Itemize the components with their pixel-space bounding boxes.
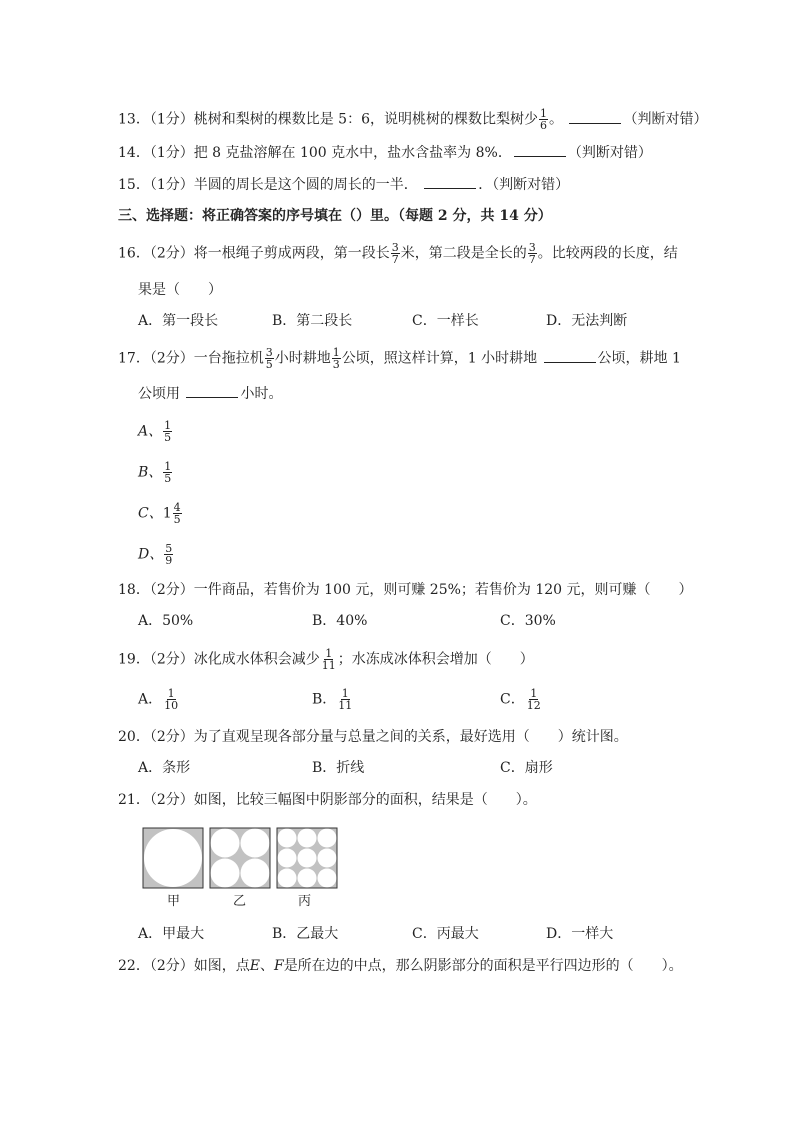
q14-number: 14．（1分） xyxy=(118,145,194,161)
q19-option-c[interactable]: C． $\frac{1}{12}$ xyxy=(500,687,541,712)
q18-number: 18．（2分） xyxy=(118,582,194,598)
question-15 xyxy=(118,175,569,195)
q21-option-a[interactable]: A．甲最大 xyxy=(138,926,205,942)
q21-figure xyxy=(142,827,340,891)
q16-option-c[interactable]: C．一样长 xyxy=(412,313,479,329)
q20-option-c[interactable]: C．扇形 xyxy=(500,760,553,776)
question-20 xyxy=(118,727,628,747)
q20-text: 为了直观呈现各部分量与总量之间的关系，最好选用（ ）统计图。 xyxy=(193,729,628,745)
q17-number: 17．（2分） xyxy=(118,350,194,367)
q16-fraction-1: $\frac{3}{7}$ xyxy=(391,241,399,266)
question-21 xyxy=(118,790,537,810)
q15-text: 半圆的周长是这个圆的周长的一半． xyxy=(193,177,418,193)
q17-option-c[interactable]: C、1 $\frac{4}{5}$ xyxy=(138,501,181,526)
q15-number: 15．（1分） xyxy=(118,177,194,193)
question-13: 13．（1分）桃树和梨树的棵数比是 5：6，说明桃树的棵数比梨树少 $\frac{1}{6}$ 。 （判断对错） xyxy=(118,107,708,132)
q19-fraction: $\frac{1}{11}$ xyxy=(321,647,336,672)
q16-option-a[interactable]: A．第一段长 xyxy=(138,313,219,329)
q19-option-b[interactable]: B． $\frac{1}{11}$ xyxy=(312,687,353,712)
q14-instruction: （判断对错） xyxy=(567,145,652,161)
q18-option-b[interactable]: B．40% xyxy=(312,613,368,629)
q16-number: 16．（2分） xyxy=(118,245,194,262)
q21-option-c[interactable]: C．丙最大 xyxy=(412,926,479,942)
q14-text: 把 8 克盐溶解在 100 克水中，盐水含盐率为 8%． xyxy=(193,145,512,161)
q17-fraction-1: $\frac{3}{5}$ xyxy=(265,346,273,371)
q17-answer-blank-2[interactable] xyxy=(186,385,238,398)
q17-option-b[interactable]: B、 $\frac{1}{5}$ xyxy=(138,460,172,485)
question-18 xyxy=(118,580,693,600)
figure-bing xyxy=(277,828,337,888)
question-16: 16．（2分）将一根绳子剪成两段，第一段长 $\frac{3}{7}$ 米，第二段是全长的 $\frac{3}{7}$ 。比较两段的长度，结 xyxy=(118,241,678,266)
figure-yi xyxy=(210,828,270,888)
q13-instruction: （判断对错） xyxy=(623,111,708,128)
q21-text: 如图，比较三幅图中阴影部分的面积，结果是（ ）。 xyxy=(193,792,537,808)
q17-line-2: 公顷用 小时。 xyxy=(138,386,283,402)
q17-option-d[interactable]: D、 $\frac{5}{9}$ xyxy=(138,542,173,567)
question-14 xyxy=(118,143,652,163)
q17-answer-blank-1[interactable] xyxy=(544,350,596,363)
figure-jia xyxy=(143,828,203,888)
section-3-heading: 三、选择题：将正确答案的序号填在（）里。（每题 2 分，共 14 分） xyxy=(118,208,552,224)
q19-number: 19．（2分） xyxy=(118,651,194,668)
q21-option-b[interactable]: B．乙最大 xyxy=(272,926,339,942)
q16-line-2: 果是（ ） xyxy=(138,282,222,298)
figure-label-yi: 乙 xyxy=(233,894,247,909)
q22-number: 22．（2分） xyxy=(118,958,194,974)
q20-option-b[interactable]: B．折线 xyxy=(312,760,365,776)
q20-number: 20．（2分） xyxy=(118,729,194,745)
q13-answer-blank[interactable] xyxy=(569,111,621,124)
figure-label-jia: 甲 xyxy=(167,894,181,909)
q18-option-a[interactable]: A．50% xyxy=(138,613,194,629)
q17-fraction-2: $\frac{1}{3}$ xyxy=(332,346,340,371)
q13-fraction: $\frac{1}{6}$ xyxy=(540,107,547,132)
q15-answer-blank[interactable] xyxy=(424,176,476,189)
q16-option-b[interactable]: B．第二段长 xyxy=(272,313,353,329)
q16-fraction-2: $\frac{3}{7}$ xyxy=(528,241,536,266)
q17-option-a[interactable]: A、 $\frac{1}{5}$ xyxy=(138,419,172,444)
q21-number: 21．（2分） xyxy=(118,792,194,808)
figure-label-bing: 丙 xyxy=(298,894,312,909)
q18-option-c[interactable]: C．30% xyxy=(500,613,556,629)
q21-option-d[interactable]: D．一样大 xyxy=(546,926,614,942)
question-22: 22．（2分）如图，点E、F是所在边的中点，那么阴影部分的面积是平行四边形的（ ）。 xyxy=(118,958,683,974)
question-19: 19．（2分）冰化成水体积会减少 $\frac{1}{11}$ ；水冻成冰体积会增加（ ） xyxy=(118,647,534,672)
q14-answer-blank[interactable] xyxy=(514,144,566,157)
q20-option-a[interactable]: A．条形 xyxy=(138,760,191,776)
q16-option-d[interactable]: D．无法判断 xyxy=(546,313,628,329)
q18-text: 一件商品，若售价为 100 元，则可赚 25%；若售价为 120 元，则可赚（ ） xyxy=(193,582,693,598)
q13-text: 桃树和梨树的棵数比是 5：6，说明桃树的棵数比梨树少 xyxy=(193,111,538,128)
question-17: 17．（2分）一台拖拉机 $\frac{3}{5}$ 小时耕地 $\frac{1}{3}$ 公顷，照这样计算，1 小时耕地 公顷，耕地 1 xyxy=(118,346,681,371)
q19-option-a[interactable]: A． $\frac{1}{10}$ xyxy=(138,687,179,712)
q15-instruction: ．（判断对错） xyxy=(478,177,570,193)
q13-number: 13．（1分） xyxy=(118,111,194,128)
